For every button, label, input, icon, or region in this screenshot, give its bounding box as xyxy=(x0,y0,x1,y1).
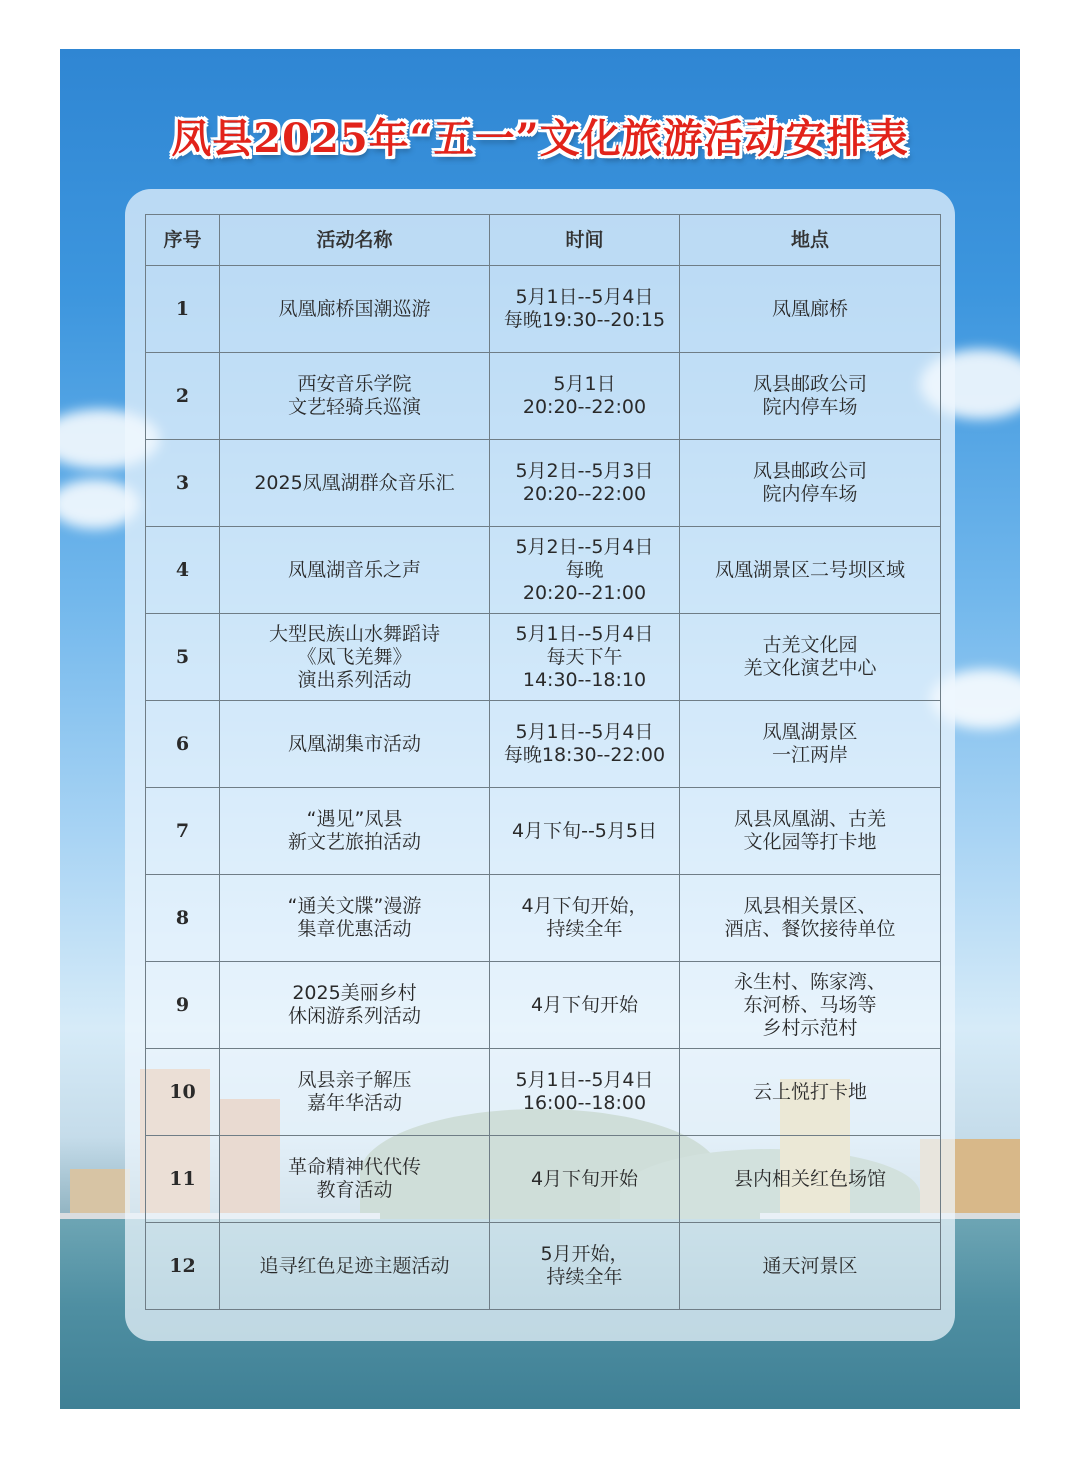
activity-time-line: 20:20--21:00 xyxy=(522,581,647,604)
activity-location-line: 永生村、陈家湾、 xyxy=(733,970,886,993)
activity-name-line: 凤凰湖集市活动 xyxy=(287,732,421,755)
row-number: 8 xyxy=(146,875,220,962)
activity-time-line: 5月1日--5月4日 xyxy=(515,286,654,308)
activity-location-line: 院内停车场 xyxy=(762,396,858,418)
activity-time-line: 持续全年 xyxy=(546,918,623,940)
activity-time-line: 5月1日--5月4日 xyxy=(515,622,654,645)
table-header-row xyxy=(146,215,941,266)
activity-time-line: 每晚18:30--22:00 xyxy=(503,744,666,766)
table-row xyxy=(146,440,941,527)
activity-time-line: 5月1日--5月4日 xyxy=(515,1069,654,1091)
activity-time xyxy=(490,266,680,353)
activity-location xyxy=(680,701,941,788)
activity-name xyxy=(220,1223,490,1310)
activity-location-line: 乡村示范村 xyxy=(762,1016,858,1039)
table-row xyxy=(146,614,941,701)
activity-time-line: 5月1日 xyxy=(553,373,616,395)
activity-time-line: 20:20--22:00 xyxy=(522,483,647,505)
activity-location xyxy=(680,440,941,527)
activity-location xyxy=(680,527,941,614)
activity-location xyxy=(680,1136,941,1223)
activity-time-line: 4月下旬--5月5日 xyxy=(512,819,657,842)
activity-location-line: 酒店、餐饮接待单位 xyxy=(724,918,896,940)
activity-name-line: 大型民族山水舞蹈诗 xyxy=(268,622,440,645)
activity-location-line: 凤凰湖景区二号坝区域 xyxy=(714,558,905,581)
activity-time-line: 14:30--18:10 xyxy=(522,668,647,691)
page-title: 凤县2025年“五一”文化旅游活动安排表 xyxy=(171,115,909,162)
table-row xyxy=(146,1223,941,1310)
activity-location xyxy=(680,353,941,440)
activity-location-line: 凤凰廊桥 xyxy=(771,297,848,320)
activity-location-line: 古羌文化园 xyxy=(762,634,858,656)
activity-location-line: 羌文化演艺中心 xyxy=(743,657,877,679)
table-row xyxy=(146,353,941,440)
activity-name-line: 2025凤凰湖群众音乐汇 xyxy=(254,471,455,494)
activity-name-line: 集章优惠活动 xyxy=(297,918,412,940)
activity-time-line: 每天下午 xyxy=(546,645,623,668)
activity-time-line: 每晚19:30--20:15 xyxy=(503,309,666,331)
activity-name xyxy=(220,527,490,614)
activity-name-line: 凤县亲子解压 xyxy=(297,1069,412,1091)
activity-name-line: 嘉年华活动 xyxy=(306,1092,402,1114)
row-number: 1 xyxy=(146,266,220,353)
row-number: 5 xyxy=(146,614,220,701)
header-location: 地点 xyxy=(680,215,941,266)
activity-time-line: 每晚 xyxy=(565,558,604,581)
activity-location-line: 文化园等打卡地 xyxy=(743,831,877,853)
activity-name-line: 演出系列活动 xyxy=(297,668,412,691)
activity-name xyxy=(220,353,490,440)
activity-time-line: 5月2日--5月3日 xyxy=(515,460,654,482)
row-number: 10 xyxy=(146,1049,220,1136)
activity-time xyxy=(490,353,680,440)
activity-name-line: 《凤飞羌舞》 xyxy=(297,645,412,668)
header-no: 序号 xyxy=(146,215,220,266)
activity-time-line: 16:00--18:00 xyxy=(522,1092,647,1114)
activity-name xyxy=(220,1049,490,1136)
activity-location-line: 院内停车场 xyxy=(762,483,858,505)
activity-name xyxy=(220,614,490,701)
activity-time xyxy=(490,1049,680,1136)
activity-location-line: 通天河景区 xyxy=(762,1254,858,1277)
activity-name-line: “遇见”凤县 xyxy=(306,808,403,830)
activity-name-line: 凤凰廊桥国潮巡游 xyxy=(278,297,431,320)
row-number: 2 xyxy=(146,353,220,440)
activity-location-line: 凤县邮政公司 xyxy=(752,460,867,482)
activity-time xyxy=(490,875,680,962)
activity-location-line: 东河桥、马场等 xyxy=(743,993,877,1016)
activity-location-line: 凤凰湖景区 xyxy=(762,721,858,743)
row-number: 9 xyxy=(146,962,220,1049)
activity-name-line: 2025美丽乡村 xyxy=(292,982,417,1004)
activity-time-line: 5月1日--5月4日 xyxy=(515,721,654,743)
schedule-table xyxy=(145,214,941,1310)
activity-time xyxy=(490,1136,680,1223)
activity-name xyxy=(220,788,490,875)
table-row xyxy=(146,1049,941,1136)
activity-time-line: 持续全年 xyxy=(546,1266,623,1288)
activity-location-line: 凤县邮政公司 xyxy=(752,373,867,395)
activity-name-line: 新文艺旅拍活动 xyxy=(287,831,421,853)
table-row xyxy=(146,527,941,614)
activity-time xyxy=(490,440,680,527)
row-number: 12 xyxy=(146,1223,220,1310)
activity-location-line: 凤县相关景区、 xyxy=(743,895,877,917)
activity-name xyxy=(220,440,490,527)
activity-name-line: 追寻红色足迹主题活动 xyxy=(259,1254,450,1277)
activity-time-line: 20:20--22:00 xyxy=(522,396,647,418)
activity-name-line: 西安音乐学院 xyxy=(297,373,412,395)
activity-time-line: 4月下旬开始 xyxy=(530,993,639,1016)
activity-name-line: 休闲游系列活动 xyxy=(287,1005,421,1027)
activity-time xyxy=(490,614,680,701)
poster xyxy=(60,49,1020,1409)
table-row xyxy=(146,962,941,1049)
activity-name-line: “通关文牒”漫游 xyxy=(287,895,422,917)
activity-location-line: 一江两岸 xyxy=(771,744,848,766)
activity-time xyxy=(490,1223,680,1310)
row-number: 4 xyxy=(146,527,220,614)
row-number: 6 xyxy=(146,701,220,788)
activity-time-line: 5月2日--5月4日 xyxy=(515,535,654,558)
table-body xyxy=(146,266,941,1310)
activity-location xyxy=(680,1223,941,1310)
activity-name-line: 教育活动 xyxy=(316,1179,393,1201)
activity-time xyxy=(490,788,680,875)
activity-location xyxy=(680,875,941,962)
activity-time-line: 5月开始， xyxy=(540,1243,629,1265)
header-time: 时间 xyxy=(490,215,680,266)
table-row xyxy=(146,701,941,788)
activity-name xyxy=(220,1136,490,1223)
table-row xyxy=(146,266,941,353)
activity-time xyxy=(490,527,680,614)
activity-name xyxy=(220,962,490,1049)
row-number: 11 xyxy=(146,1136,220,1223)
activity-name-line: 文艺轻骑兵巡演 xyxy=(287,396,421,418)
row-number: 3 xyxy=(146,440,220,527)
activity-location-line: 云上悦打卡地 xyxy=(752,1080,867,1103)
activity-location xyxy=(680,266,941,353)
activity-name-line: 革命精神代代传 xyxy=(287,1156,421,1178)
row-number: 7 xyxy=(146,788,220,875)
activity-location xyxy=(680,614,941,701)
activity-location-line: 凤县凤凰湖、古羌 xyxy=(733,808,886,830)
activity-name xyxy=(220,875,490,962)
table-row xyxy=(146,1136,941,1223)
activity-location-line: 县内相关红色场馆 xyxy=(733,1167,886,1190)
table-row xyxy=(146,875,941,962)
table-row xyxy=(146,788,941,875)
activity-time xyxy=(490,701,680,788)
activity-name xyxy=(220,701,490,788)
activity-location xyxy=(680,962,941,1049)
header-activity: 活动名称 xyxy=(220,215,490,266)
activity-location xyxy=(680,788,941,875)
activity-time xyxy=(490,962,680,1049)
activity-time-line: 4月下旬开始， xyxy=(521,895,648,917)
activity-location xyxy=(680,1049,941,1136)
activity-name xyxy=(220,266,490,353)
activity-name-line: 凤凰湖音乐之声 xyxy=(287,558,421,581)
activity-time-line: 4月下旬开始 xyxy=(530,1167,639,1190)
